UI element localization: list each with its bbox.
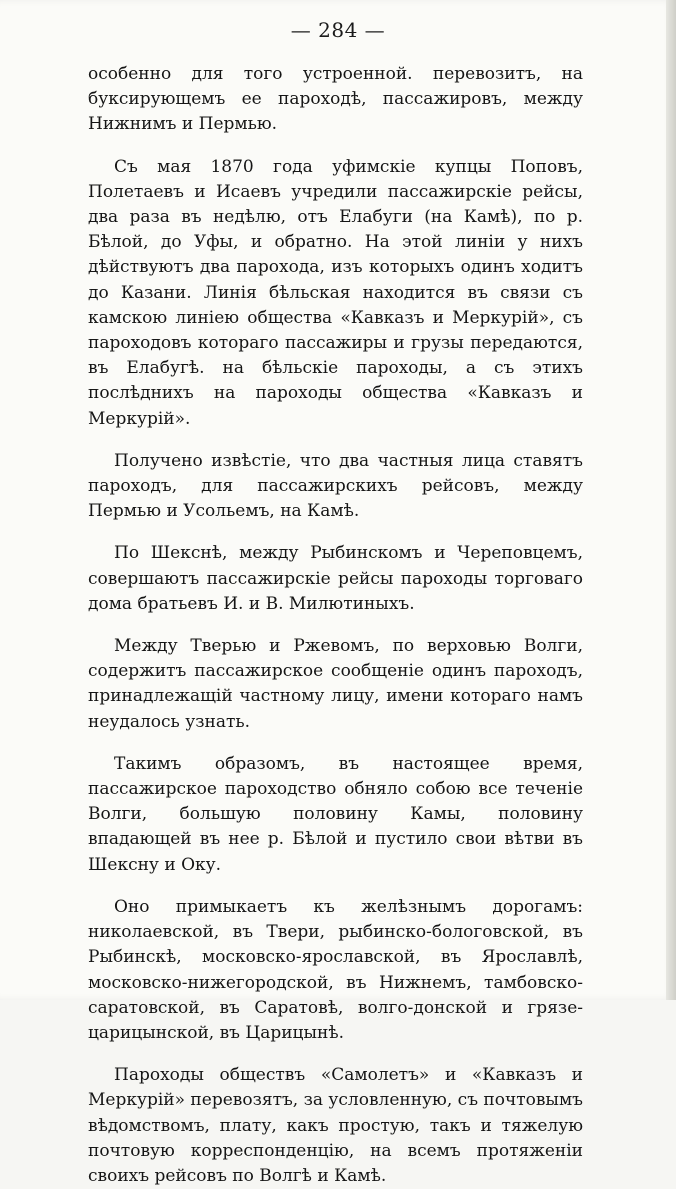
paragraph-4: По Шекснѣ, между Рыбинскомъ и Череповцемъ, совершаютъ пассажирскіе рейсы пароходы торговаго дома братьевъ И. и В. Милютиныхъ. — [88, 543, 583, 614]
page-edge — [666, 0, 676, 1000]
paragraph-6: Такимъ образомъ, въ настоящее время, пассажирское пароходство обняло собою все теченіе Волги, большую половину Камы, половину впадающей въ нее р. Бѣлой и пустило свои вѣтви въ Шексну и Оку. — [88, 753, 583, 875]
paragraph-3: Получено извѣстіе, что два частныя лица ставятъ пароходъ, для пассажирскихъ рейсовъ, между Пермью и Усольемъ, на Камѣ. — [88, 450, 583, 522]
paragraph-2: Съ мая 1870 года уфимскіе купцы Поповъ, Полетаевъ и Исаевъ учредили пассажирскіе рейсы, два раза въ недѣлю, отъ Елабуги (на Камѣ), по р. Бѣлой, до Уфы, и обратно. На этой линіи у нихъ дѣйствуютъ два парохода, изъ которыхъ одинъ ходитъ до Казани. Линія бѣльская находится въ связи съ камскою линіею общества «Кавказъ и Меркурій», съ пароходовъ котораго пассажиры и грузы передаются, въ Елабугѣ. на бѣльскіе пароходы, а съ этихъ послѣднихъ на пароходы общества «Кавказъ и Меркурій». — [88, 156, 583, 429]
paragraph-8: Пароходы обществъ «Самолетъ» и «Кавказъ и Меркурій» перевозятъ, за условленную, съ почтовымъ вѣдомствомъ, плату, какъ простую, такъ и тяжелую почтовую корреспонденцію, на всемъ протяженіи своихъ рейсовъ по Волгѣ и Камѣ. — [88, 1065, 583, 1186]
paragraph-7: Оно примыкаетъ къ желѣзнымъ дорогамъ: николаевской, въ Твери, рыбинско-бологовской, въ Рыбинскѣ, московско-ярославской, въ Ярославлѣ, московско-нижегородской, въ Нижнемъ, тамбовско-саратовской, въ Саратовѣ, волго-донской и грязе-царицынской, въ Царицынѣ. — [88, 896, 583, 1043]
page-body — [88, 62, 583, 1189]
page-number: — 284 — — [290, 18, 386, 42]
paragraph-5: Между Тверью и Ржевомъ, по верховью Волги, содержитъ пассажирское сообщеніе одинъ пароходъ, принадлежащій частному лицу, имени котораго намъ неудалось узнать. — [88, 636, 583, 732]
paragraph-1: особенно для того устроенной. перевозитъ, на буксирующемъ ее пароходѣ, пассажировъ, между Нижнимъ и Пермью. — [88, 64, 583, 135]
